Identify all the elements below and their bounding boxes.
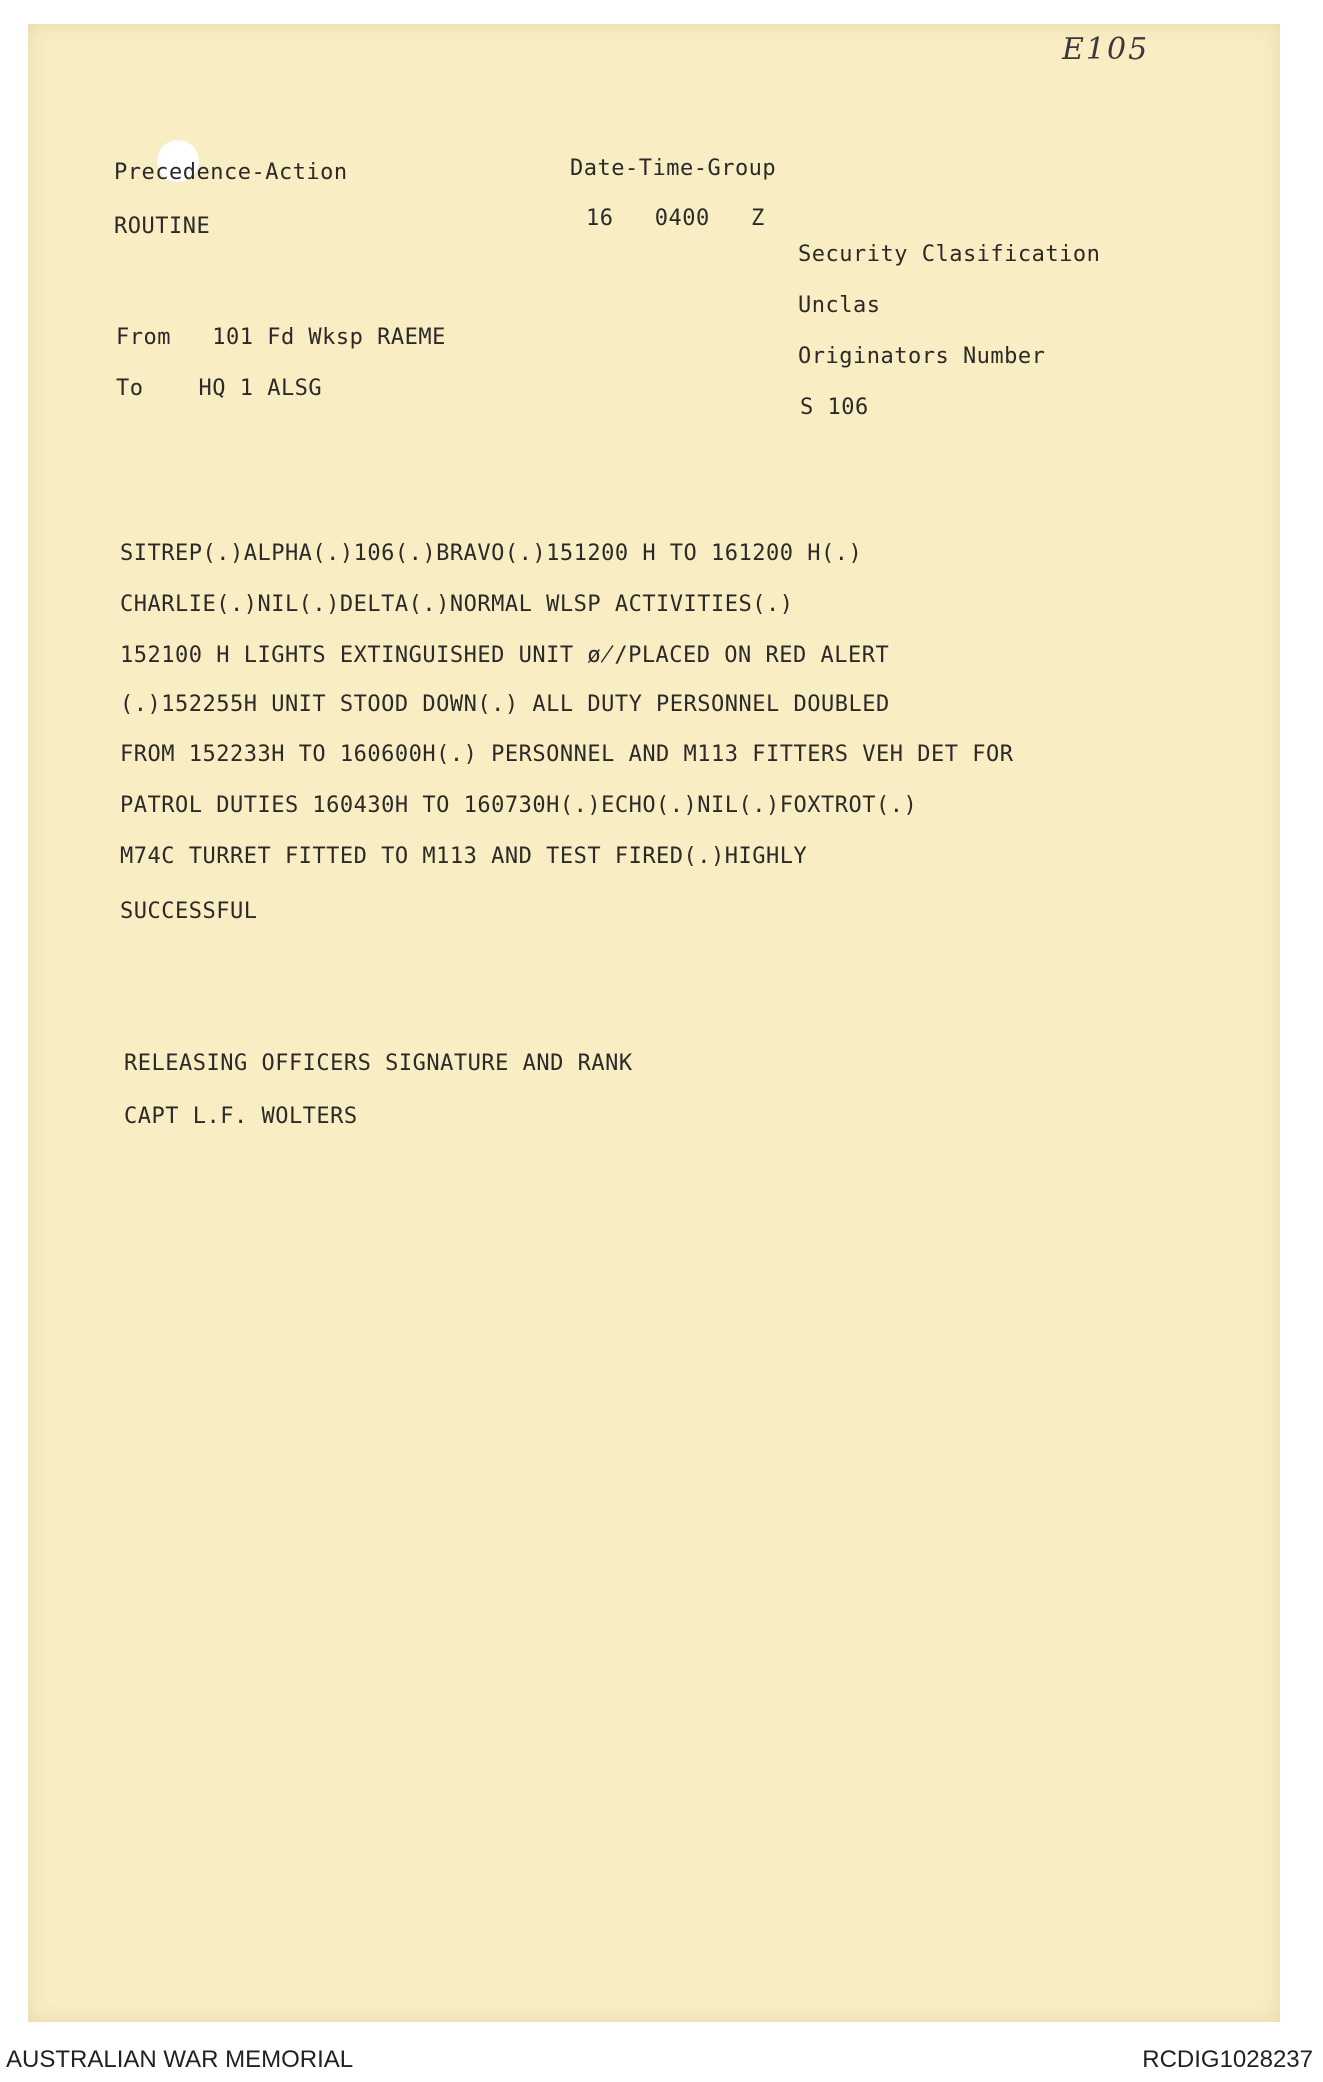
security-label: Security Clasification: [798, 242, 1101, 267]
footer-record-id: RCDIG1028237: [1142, 2046, 1313, 2073]
message-line: PATROL DUTIES 160430H TO 160730H(.)ECHO(.)NIL(.)FOXTROT(.): [120, 793, 918, 818]
precedence-label: Precedence-Action: [114, 160, 348, 185]
security-value: Unclas: [798, 293, 881, 318]
releasing-officer-label: RELEASING OFFICERS SIGNATURE AND RANK: [124, 1051, 633, 1076]
precedence-value: ROUTINE: [114, 214, 211, 239]
message-line: CHARLIE(.)NIL(.)DELTA(.)NORMAL WLSP ACTIVITIES(.): [120, 592, 794, 617]
handwritten-reference: E105: [1062, 32, 1150, 67]
footer-institution: AUSTRALIAN WAR MEMORIAL: [6, 2046, 354, 2073]
dtg-label: Date-Time-Group: [570, 156, 777, 181]
to-line: To HQ 1 ALSG: [116, 376, 323, 401]
message-form-page: [28, 24, 1280, 2022]
message-line: M74C TURRET FITTED TO M113 AND TEST FIRED(.)HIGHLY: [120, 844, 808, 869]
message-line: FROM 152233H TO 160600H(.) PERSONNEL AND M113 FITTERS VEH DET FOR: [120, 742, 1014, 767]
originators-number-value: S 106: [800, 395, 869, 420]
originators-number-label: Originators Number: [798, 344, 1046, 369]
message-line: SITREP(.)ALPHA(.)106(.)BRAVO(.)151200 H TO 161200 H(.): [120, 541, 863, 566]
message-line: SUCCESSFUL: [120, 899, 258, 924]
message-line: 152100 H LIGHTS EXTINGUISHED UNIT ø̸/PLACED ON RED ALERT: [120, 643, 890, 668]
message-line: (.)152255H UNIT STOOD DOWN(.) ALL DUTY PERSONNEL DOUBLED: [120, 692, 890, 717]
releasing-officer-name: CAPT L.F. WOLTERS: [124, 1104, 358, 1129]
dtg-value: 16 0400 Z: [586, 206, 765, 231]
from-line: From 101 Fd Wksp RAEME: [116, 325, 446, 350]
